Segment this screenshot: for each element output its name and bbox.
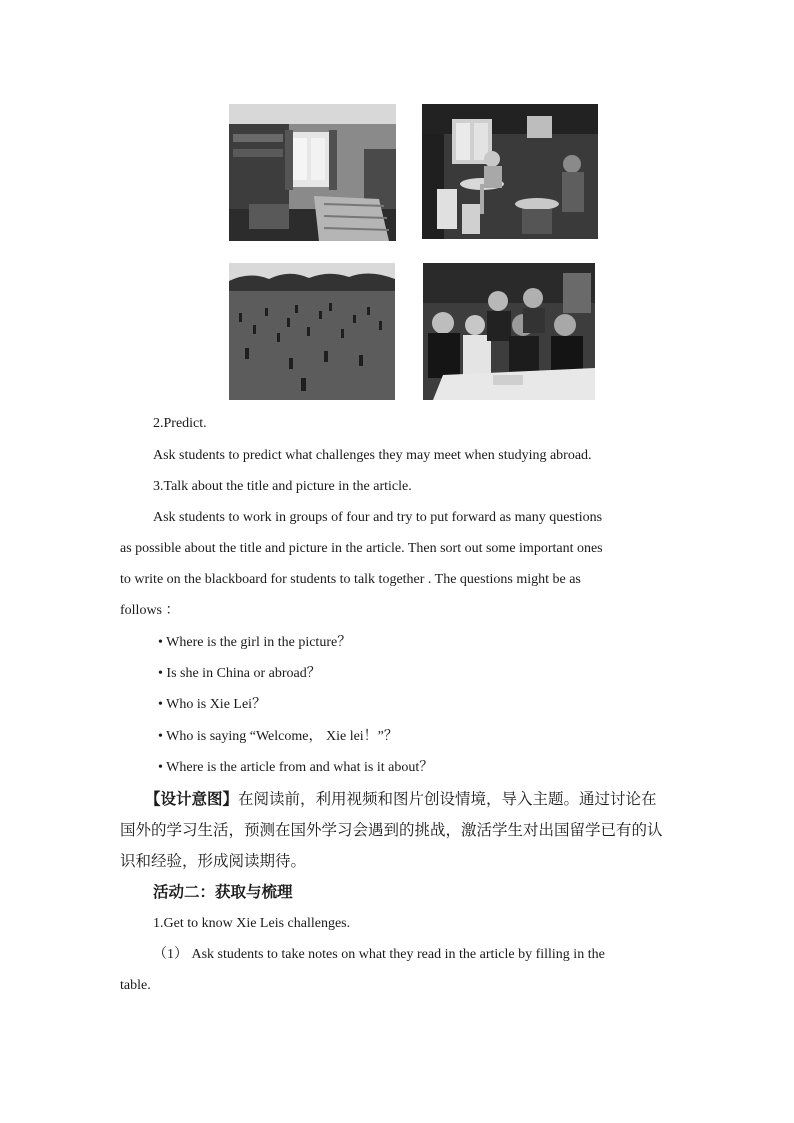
predict-heading: 2.Predict. xyxy=(153,416,207,431)
activity-item: 1.Get to know Xie Leis challenges. xyxy=(153,916,351,931)
design-intent-line xyxy=(145,789,657,809)
students-meeting-photo xyxy=(423,263,595,400)
question-item: • Who is Xie Lei？ xyxy=(158,697,267,712)
soccer-field-photo xyxy=(229,263,395,400)
design-intent-text: 在阅读前，利用视频和图片创设情境，导入主题。通过讨论在 xyxy=(238,790,657,808)
talk-heading: 3.Talk about the title and picture in the article. xyxy=(153,479,412,494)
cafe-photo xyxy=(422,104,598,239)
dorm-room-photo xyxy=(229,104,396,241)
design-intent-line: 识和经验，形成阅读期待。 xyxy=(120,852,307,870)
question-item: • Where is the article from and what is it about？ xyxy=(158,760,434,775)
design-intent-label: 【设计意图】 xyxy=(145,789,239,808)
question-item: • Who is saying “Welcome， Xie lei！”？ xyxy=(158,729,398,744)
activity-subitem: （1） Ask students to take notes on what they read in the article by filling in the xyxy=(153,947,605,962)
design-intent-line: 国外的学习生活，预测在国外学习会遇到的挑战，激活学生对出国留学已有的认 xyxy=(120,821,663,839)
question-item: • Where is the girl in the picture？ xyxy=(158,635,352,650)
paragraph-line: to write on the blackboard for students to talk together . The questions might be as xyxy=(120,572,581,587)
activity-subitem: table. xyxy=(120,978,151,993)
predict-text: Ask students to predict what challenges they may meet when studying abroad. xyxy=(153,448,592,463)
paragraph-line: follows ： xyxy=(120,603,180,618)
paragraph-line: as possible about the title and picture in the article. Then sort out some important ones xyxy=(120,541,603,556)
question-item: • Is she in China or abroad？ xyxy=(158,666,321,681)
paragraph-line: Ask students to work in groups of four and try to put forward as many questions xyxy=(153,510,603,525)
activity-heading: 活动二：获取与梳理 xyxy=(153,882,293,901)
